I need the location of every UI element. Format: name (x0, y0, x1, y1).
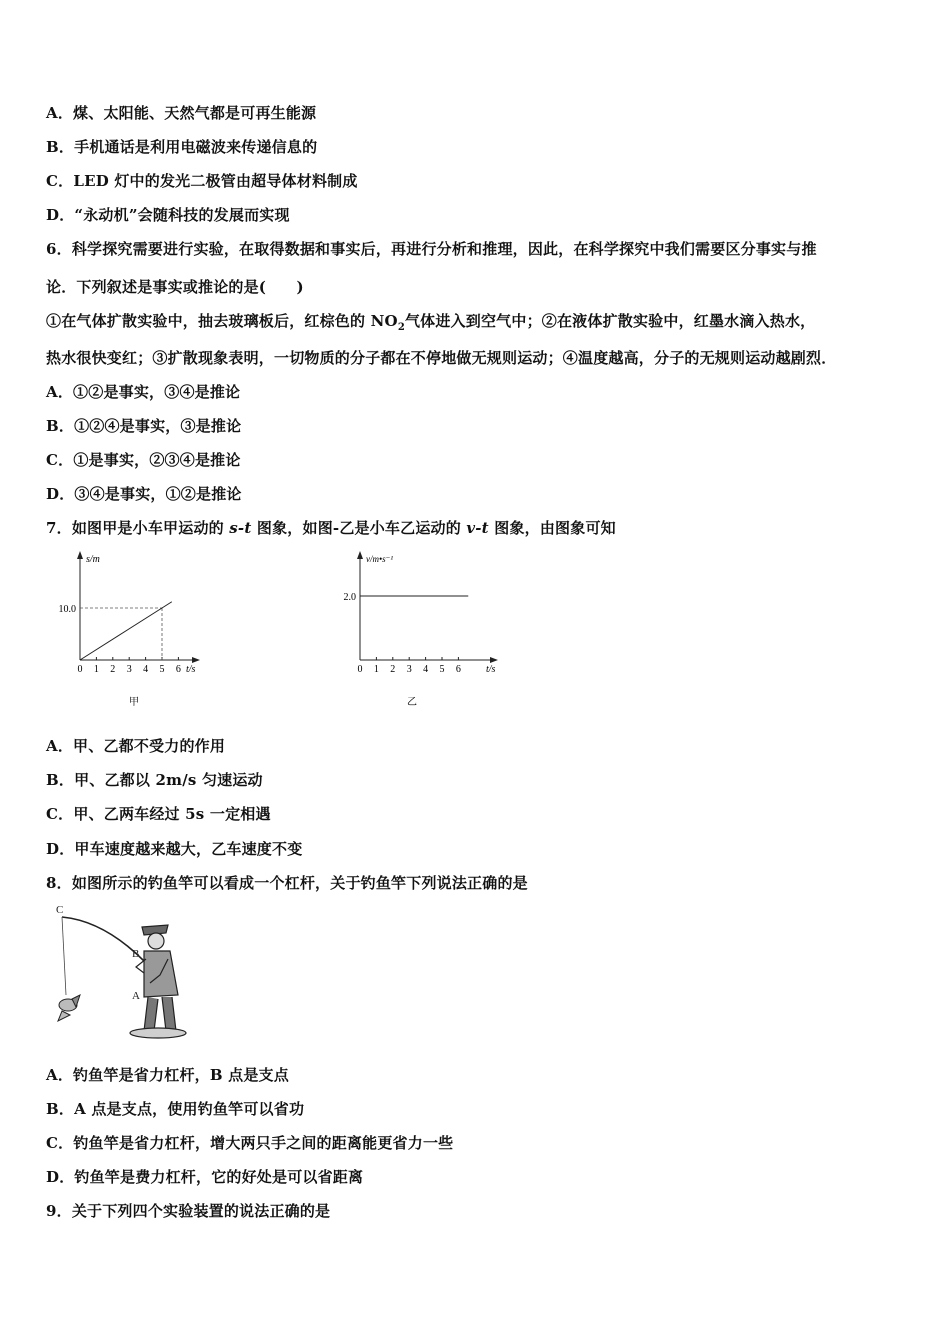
graph-jia-y-arrow (77, 551, 83, 559)
graph-yi-vt (320, 548, 520, 718)
graph-yi-y-arrow (357, 551, 363, 559)
fisherman-drawing (130, 925, 186, 1038)
q8-option-a: A．钓鱼竿是省力杠杆，B 点是支点 (46, 1066, 289, 1084)
graph-jia-x-arrow (192, 657, 200, 663)
q7-stem (46, 517, 616, 538)
graph-jia-x-tick-label-6: 6 (175, 664, 181, 675)
graph-jia-y-tick-label: 10.0 (58, 604, 76, 615)
q7-option-b: B．甲、乙都以 2m/s 匀速运动 (46, 771, 263, 789)
q7-stem-c: 图象，由图象可知 (488, 519, 616, 537)
graph-yi-x-tick-label-4: 4 (423, 664, 429, 675)
graph-jia-x-label: t/s (186, 664, 196, 675)
q6-desc-line1-a: ①在气体扩散实验中，抽去玻璃板后，红棕色的 NO (46, 312, 398, 330)
q6-option-c: C．①是事实，②③④是推论 (46, 451, 241, 469)
graph-yi-y-tick-label: 2.0 (343, 592, 356, 603)
graph-jia-st (40, 548, 220, 718)
graph-jia-x-tick-label-1: 1 (93, 664, 99, 675)
q7-option-a: A．甲、乙都不受力的作用 (46, 737, 226, 755)
q6-desc-line1-b: 气体进入到空气中；②在液体扩散实验中，红墨水滴入热水， (404, 312, 816, 330)
q9-stem: 9．关于下列四个实验装置的说法正确的是 (46, 1202, 331, 1220)
graph-jia-x-tick-label-2: 2 (110, 664, 116, 675)
graph-yi-y-label: v/m•s⁻¹ (366, 554, 394, 564)
q6-option-b: B．①②④是事实，③是推论 (46, 417, 242, 435)
graph-yi-x-tick-label-6: 6 (455, 664, 461, 675)
fishing-rod (62, 917, 156, 973)
q8-option-c: C．钓鱼竿是省力杠杆，增大两只手之间的距离能更省力一些 (46, 1134, 454, 1152)
q5-option-a: A．煤、太阳能、天然气都是可再生能源 (46, 104, 317, 122)
fish-drawing (58, 995, 80, 1021)
fishing-line (62, 917, 66, 995)
graph-jia-axes (77, 551, 200, 663)
q7-stem-st: s-t (229, 519, 252, 537)
q6-option-d: D．③④是事实，①②是推论 (46, 485, 242, 503)
graph-jia-series-line (80, 602, 172, 660)
q8-option-b: B．A 点是支点，使用钓鱼竿可以省功 (46, 1100, 305, 1118)
graph-yi-x-label: t/s (486, 664, 496, 675)
graph-yi-x-tick-label-1: 1 (373, 664, 379, 675)
graph-yi-x-tick-label-0: 0 (357, 664, 363, 675)
fishing-label-c: C (56, 904, 64, 916)
q7-option-d: D．甲车速度越来越大，乙车速度不变 (46, 840, 303, 858)
q6-stem-line2: 论．下列叙述是事实或推论的是( ) (46, 278, 304, 296)
graph-jia-x-tick-label-0: 0 (77, 664, 83, 675)
graph-jia-x-tick-label-5: 5 (159, 664, 165, 675)
q8-option-d: D．钓鱼竿是费力杠杆，它的好处是可以省距离 (46, 1168, 364, 1186)
graph-jia-x-tick-label-3: 3 (126, 664, 132, 675)
q5-option-c: C．LED 灯中的发光二极管由超导体材料制成 (46, 172, 358, 190)
q7-stem-b: 图象，如图-乙是小车乙运动的 (251, 519, 467, 537)
graph-yi-x-arrow (490, 657, 498, 663)
graph-jia-title: 甲 (129, 697, 139, 708)
graph-jia-y-label: s/m (86, 554, 100, 565)
q8-stem: 8．如图所示的钓鱼竿可以看成一个杠杆，关于钓鱼竿下列说法正确的是 (46, 874, 528, 892)
graph-yi-x-tick-label-5: 5 (439, 664, 445, 675)
fishing-figure (44, 903, 204, 1043)
q6-option-a: A．①②是事实，③④是推论 (46, 383, 241, 401)
graph-yi-axes (357, 551, 498, 663)
graph-yi-x-tick-label-3: 3 (406, 664, 412, 675)
graph-jia-x-tick-label-4: 4 (143, 664, 149, 675)
q6-desc-line2: 热水很快变红；③扩散现象表明，一切物质的分子都在不停地做无规则运动；④温度越高，分子的无规则运动越剧烈． (46, 349, 837, 367)
graph-yi-title: 乙 (407, 697, 417, 708)
fishing-label-b: B (132, 948, 140, 960)
q5-option-d: D．“永动机”会随科技的发展而实现 (46, 206, 290, 224)
q6-desc-line1 (46, 310, 815, 333)
q7-stem-vt: v-t (466, 519, 489, 537)
q6-stem-line1: 6．科学探究需要进行实验，在取得数据和事实后，再进行分析和推理，因此，在科学探究中我们需要区分事实与推 (46, 240, 817, 258)
q7-stem-a: 7．如图甲是小车甲运动的 (46, 519, 230, 537)
q7-option-c: C．甲、乙两车经过 5s 一定相遇 (46, 805, 271, 823)
graph-yi-x-tick-label-2: 2 (390, 664, 396, 675)
q5-option-b: B．手机通话是利用电磁波来传递信息的 (46, 138, 318, 156)
q6-desc-subscript: 2 (397, 322, 405, 333)
fishing-label-a: A (132, 990, 140, 1002)
